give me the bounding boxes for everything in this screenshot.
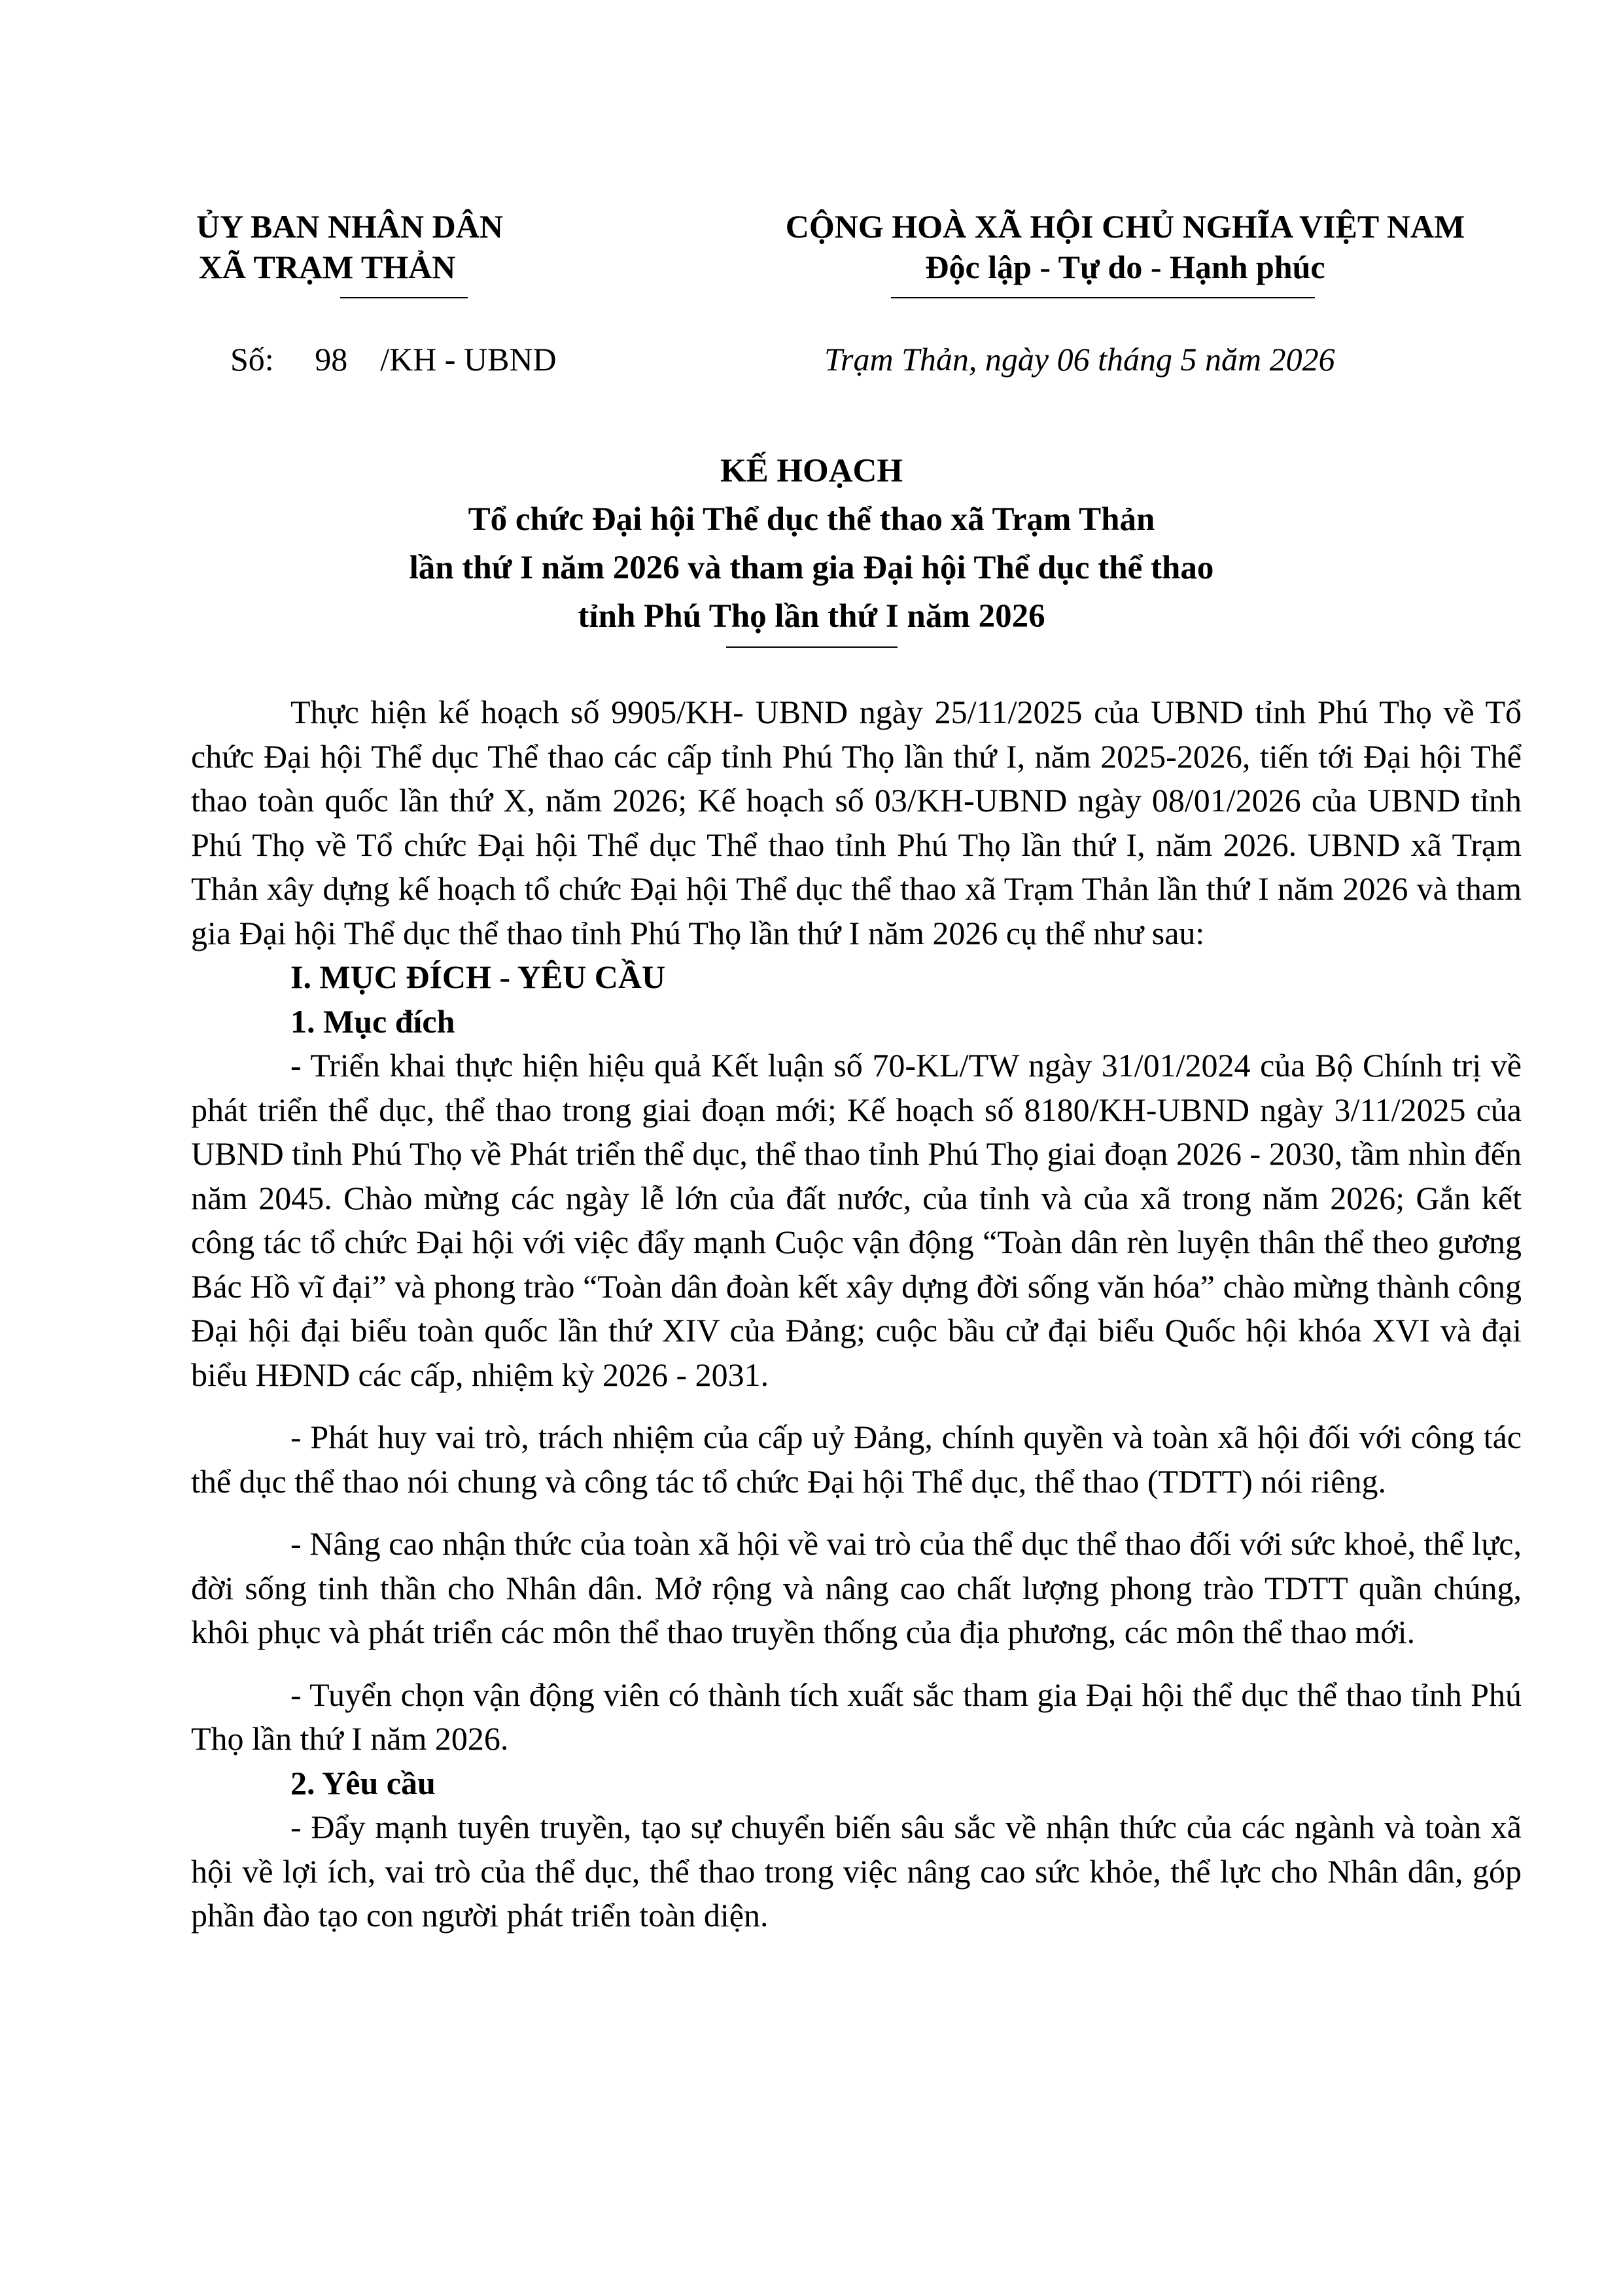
purpose-item: - Nâng cao nhận thức của toàn xã hội về vai trò của thể dục thể thao đối với sức khoẻ, thể lực, đời sống tinh thần cho Nhân dân. Mở rộng và nâng cao chất lượng phong trào TDTT quần chúng, khôi phục và phát triển các môn thể thao truyền thống của địa phương, các môn thể thao mới. bbox=[191, 1525, 1522, 1650]
subheading-purpose: 1. Mục đích bbox=[290, 1002, 455, 1040]
place-date: Trạm Thản, ngày 06 tháng 5 năm 2026 bbox=[824, 341, 1335, 378]
agency-name: ỦY BAN NHÂN DÂN bbox=[196, 208, 503, 245]
purpose-item: - Triển khai thực hiện hiệu quả Kết luận số 70-KL/TW ngày 31/01/2024 của Bộ Chính trị về phát triển thể dục, thể thao trong giai đoạn mới; Kế hoạch số 8180/KH-UBND ngày 3/11/2025 của UBND tỉnh Phú Thọ về Phát triển thể dục, thể thao tỉnh Phú Thọ giai đoạn 2026 - 2030, tầm nhìn đến năm 2045. Chào mừng các ngày lễ lớn của đất nước, của tỉnh và của xã trong năm 2026; Gắn kết công tác tổ chức Đại hội với việc đẩy mạnh Cuộc vận động “Toàn dân rèn luyện thân thể theo gương Bác Hồ vĩ đại” và phong trào “Toàn dân đoàn kết xây dựng đời sống văn hóa” chào mừng thành công Đại hội đại biểu toàn quốc lần thứ XIV của Đảng; cuộc bầu cử đại biểu Quốc hội khóa XVI và đại biểu HĐND các cấp, nhiệm kỳ 2026 - 2031. bbox=[191, 1047, 1522, 1393]
purpose-item: - Phát huy vai trò, trách nhiệm của cấp uỷ Đảng, chính quyền và toàn xã hội đối với công tác thể dục thể thao nói chung và công tác tổ chức Đại hội Thể dục, thể thao (TDTT) nói riêng. bbox=[191, 1419, 1522, 1500]
country-name: CỘNG HOÀ XÃ HỘI CHỦ NGHĨA VIỆT NAM bbox=[785, 208, 1465, 245]
subheading-requirements: 2. Yêu cầu bbox=[290, 1764, 436, 1801]
title-line-2: lần thứ I năm 2026 và tham gia Đại hội Thể dục thể thao bbox=[409, 550, 1214, 586]
commune-name: XÃ TRẠM THẢN bbox=[198, 249, 456, 285]
title-line-1: Tổ chức Đại hội Thể dục thể thao xã Trạm Thản bbox=[468, 501, 1155, 538]
document-number: Số: 98 /KH - UBND bbox=[230, 341, 557, 378]
title-line-3: tỉnh Phú Thọ lần thứ I năm 2026 bbox=[578, 598, 1045, 635]
document-type: KẾ HOẠCH bbox=[720, 453, 903, 489]
header-right-underline bbox=[891, 297, 1315, 298]
section-heading-purpose-requirements: I. MỤC ĐÍCH - YÊU CẦU bbox=[290, 959, 666, 995]
requirement-item: - Đẩy mạnh tuyên truyền, tạo sự chuyển biến sâu sắc về nhận thức của các ngành và toàn xã hội về lợi ích, vai trò của thể dục, thể thao trong việc nâng cao sức khỏe, thể lực cho Nhân dân, góp phần đào tạo con người phát triển toàn diện. bbox=[191, 1809, 1522, 1934]
motto: Độc lập - Tự do - Hạnh phúc bbox=[925, 249, 1325, 285]
intro-paragraph: Thực hiện kế hoạch số 9905/KH- UBND ngày 25/11/2025 của UBND tỉnh Phú Thọ về Tổ chức Đại hội Thể dục Thể thao các cấp tỉnh Phú Thọ lần thứ I, năm 2025-2026, tiến tới Đại hội Thể thao toàn quốc lần thứ X, năm 2026; Kế hoạch số 03/KH-UBND ngày 08/01/2026 của UBND tỉnh Phú Thọ về Tổ chức Đại hội Thể dục Thể thao tỉnh Phú Thọ lần thứ I, năm 2026. UBND xã Trạm Thản xây dựng kế hoạch tổ chức Đại hội Thể dục thể thao xã Trạm Thản lần thứ I năm 2026 và tham gia Đại hội Thể dục thể thao tỉnh Phú Thọ lần thứ I năm 2026 cụ thể như sau: bbox=[191, 694, 1522, 951]
document-body bbox=[191, 690, 1522, 1938]
title-underline bbox=[726, 646, 898, 648]
purpose-item: - Tuyển chọn vận động viên có thành tích xuất sắc tham gia Đại hội thể dục thể thao tỉnh Phú Thọ lần thứ I năm 2026. bbox=[191, 1676, 1522, 1757]
header-left-underline bbox=[340, 297, 468, 298]
